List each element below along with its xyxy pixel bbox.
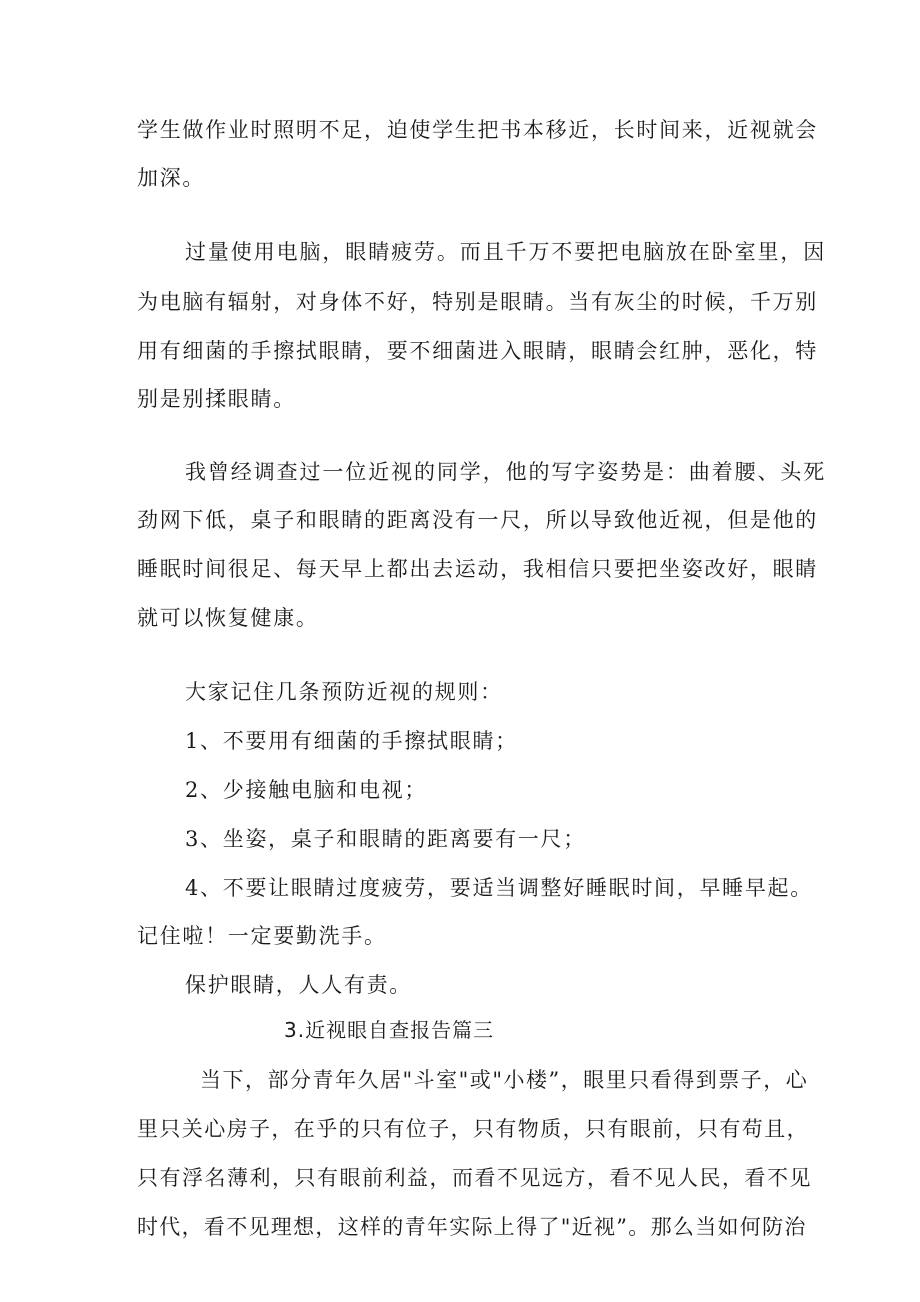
text-line: 睡眠时间很足、每天早上都出去运动，我相信只要把坐姿改好，眼睛: [137, 557, 818, 581]
text-line: 只有浮名薄利，只有眼前利益，而看不见远方，看不见人民，看不见: [137, 1166, 812, 1190]
list-item: 2、少接触电脑和电视；: [185, 778, 428, 802]
text-line: 当下，部分青年久居"斗室"或"小楼”，眼里只看得到票子，心: [200, 1068, 809, 1092]
text-line: 过量使用电脑，眼睛疲劳。而且千万不要把电脑放在卧室里，因: [185, 240, 827, 264]
list-item: 1、不要用有细菌的手擦拭眼睛；: [185, 729, 518, 753]
text-line: 记住啦！一定要勤洗手。: [137, 924, 387, 948]
section-heading: 3.近视眼自查报告篇三: [284, 1018, 495, 1042]
list-item: 4、不要让眼睛过度疲劳，要适当调整好睡眠时间，早睡早起。: [185, 876, 813, 900]
text-line: 时代，看不见理想，这样的青年实际上得了"近视”。那么当如何防治: [137, 1215, 807, 1239]
text-line: 加深。: [137, 166, 206, 190]
text-line: 我曾经调查过一位近视的同学，他的写字姿势是：曲着腰、头死: [185, 460, 827, 484]
text-line: 学生做作业时照明不足，迫使学生把书本移近，长时间来，近视就会: [137, 118, 818, 142]
text-line: 大家记住几条预防近视的规则：: [185, 680, 503, 704]
text-line: 用有细菌的手擦拭眼睛，要不细菌进入眼睛，眼睛会红肿，恶化，特: [137, 339, 818, 363]
text-line: 劲网下低，桌子和眼睛的距离没有一尺，所以导致他近视，但是他的: [137, 508, 818, 532]
text-line: 为电脑有辐射，对身体不好，特别是眼睛。当有灰尘的时候，千万别: [137, 290, 818, 314]
text-line: 就可以恢复健康。: [137, 606, 319, 630]
text-line: 保护眼睛，人人有责。: [185, 973, 412, 997]
list-item: 3、坐姿，桌子和眼睛的距离要有一尺；: [185, 827, 586, 851]
text-line: 里只关心房子，在乎的只有位子，只有物质，只有眼前，只有苟且，: [137, 1117, 809, 1141]
text-line: 别是别揉眼睛。: [137, 387, 296, 411]
